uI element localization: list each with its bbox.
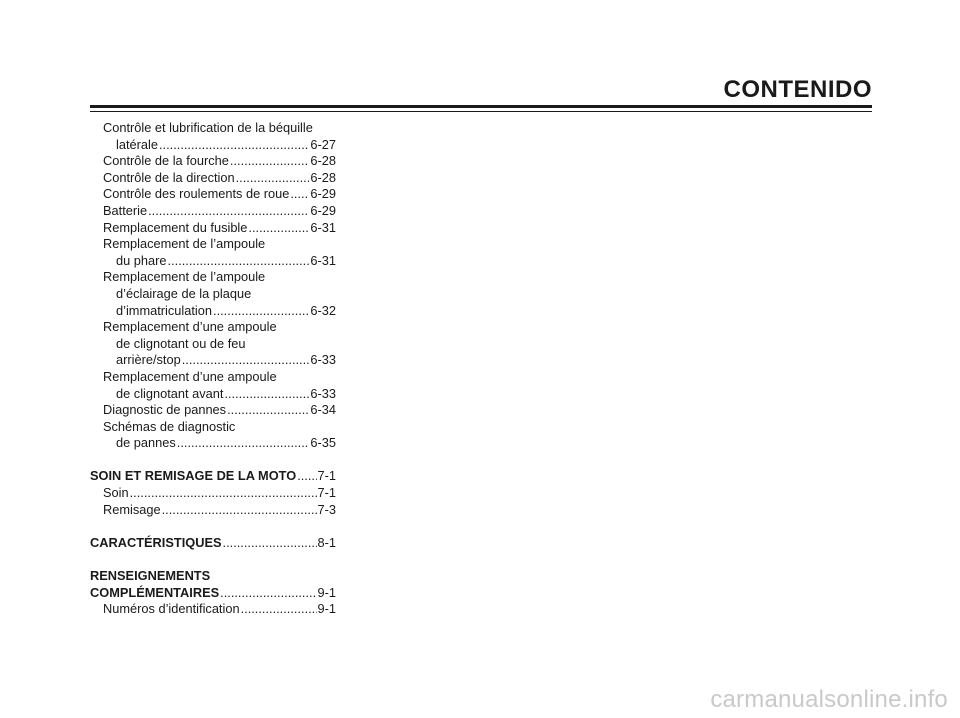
- toc-entry-title: Remplacement de l’ampoule: [103, 269, 266, 285]
- toc-entry-title: COMPLÉMENTAIRES: [90, 584, 220, 600]
- toc-entry-title: Remplacement d’une ampoule: [103, 319, 277, 335]
- toc-leader-dots: [248, 220, 309, 237]
- watermark: carmanualsonline.info: [710, 686, 948, 713]
- toc-leader-dots: [230, 153, 309, 170]
- toc-entry-page: 6-34: [310, 402, 336, 418]
- toc-leader-dots: [148, 203, 309, 220]
- toc-entry-title: SOIN ET REMISAGE DE LA MOTO: [90, 468, 297, 484]
- toc-entry[interactable]: [90, 319, 336, 336]
- toc-entry[interactable]: [90, 352, 336, 369]
- toc-entry-page: 8-1: [317, 534, 336, 550]
- toc-leader-dots: [168, 253, 310, 270]
- toc-entry[interactable]: [90, 286, 336, 303]
- toc-entry-page: 7-3: [317, 501, 336, 517]
- toc-leader-dots: [224, 386, 309, 403]
- toc-leader-dots: [223, 535, 317, 552]
- toc-leader-dots: [213, 303, 309, 320]
- page-title: CONTENIDO: [723, 76, 872, 103]
- toc-entry-title: Contrôle de la direction: [103, 169, 235, 185]
- toc-entry-title: Contrôle des roulements de roue: [103, 186, 290, 202]
- toc-entry-page: 6-29: [310, 202, 336, 218]
- toc-entry-title: Remplacement de l’ampoule: [103, 236, 266, 252]
- toc-entry-title: d’éclairage de la plaque: [116, 285, 252, 301]
- toc-entry[interactable]: [90, 535, 336, 552]
- toc-entry-page: 6-33: [310, 352, 336, 368]
- toc-leader-dots: [130, 485, 317, 502]
- toc-entry-page: 6-32: [310, 302, 336, 318]
- toc-entry[interactable]: [90, 468, 336, 485]
- toc-entry[interactable]: [90, 585, 336, 602]
- title-rule-thick: [90, 105, 872, 108]
- toc-entry-page: 9-1: [317, 601, 336, 617]
- toc-leader-dots: [162, 502, 317, 519]
- toc-leader-dots: [241, 601, 317, 618]
- toc-entry-title: Remisage: [103, 501, 161, 517]
- toc-entry-page: 6-33: [310, 385, 336, 401]
- toc-entry-title: Remplacement du fusible: [103, 219, 248, 235]
- toc-entry[interactable]: [90, 369, 336, 386]
- toc-entry-title: de clignotant ou de feu: [116, 335, 246, 351]
- toc-entry-title: CARACTÉRISTIQUES: [90, 534, 222, 550]
- toc-entry[interactable]: [90, 435, 336, 452]
- toc-entry[interactable]: [90, 153, 336, 170]
- toc-entry-page: 6-35: [310, 435, 336, 451]
- title-rule-thin: [90, 111, 872, 112]
- toc-entry-page: 6-28: [310, 169, 336, 185]
- toc-entry-title: Numéros d’identification: [103, 601, 240, 617]
- toc-entry-title: RENSEIGNEMENTS: [90, 568, 211, 584]
- toc-entry[interactable]: [90, 402, 336, 419]
- toc-leader-dots: [220, 585, 316, 602]
- toc-entry-page: 7-1: [317, 485, 336, 501]
- toc-entry-title: de clignotant avant: [116, 385, 224, 401]
- toc-entry[interactable]: [90, 236, 336, 253]
- toc-entry[interactable]: [90, 220, 336, 237]
- toc-leader-dots: [297, 468, 316, 485]
- toc-entry-page: 6-27: [310, 136, 336, 152]
- toc-spacer: [90, 452, 336, 469]
- toc-entry-page: 9-1: [317, 584, 336, 600]
- toc-entry-page: 6-28: [310, 153, 336, 169]
- toc-leader-dots: [290, 186, 309, 203]
- toc-leader-dots: [236, 170, 310, 187]
- toc-entry-title: Batterie: [103, 202, 148, 218]
- toc-entry[interactable]: [90, 601, 336, 618]
- toc-entry-title: Contrôle et lubrification de la béquille: [103, 120, 313, 135]
- toc-entry-title: Diagnostic de pannes: [103, 402, 227, 418]
- toc-entry[interactable]: [90, 485, 336, 502]
- toc-leader-dots: [227, 402, 309, 419]
- toc-entry[interactable]: [90, 419, 336, 436]
- toc-entry-title: de pannes: [116, 435, 176, 451]
- table-of-contents: [90, 120, 336, 618]
- toc-entry-title: Schémas de diagnostic: [103, 418, 236, 434]
- toc-leader-dots: [159, 137, 309, 154]
- toc-entry-title: latérale: [116, 136, 158, 152]
- toc-entry-title: arrière/stop: [116, 352, 181, 368]
- toc-entry-page: 6-31: [310, 252, 336, 268]
- toc-spacer: [90, 551, 336, 568]
- toc-entry[interactable]: [90, 269, 336, 286]
- toc-entry[interactable]: [90, 386, 336, 403]
- toc-entry-title: Contrôle de la fourche: [103, 153, 229, 169]
- toc-entry[interactable]: [90, 186, 336, 203]
- toc-entry-title: Remplacement d’une ampoule: [103, 368, 277, 384]
- toc-leader-dots: [177, 435, 310, 452]
- toc-entry-page: 6-29: [310, 186, 336, 202]
- toc-entry-page: 7-1: [317, 468, 336, 484]
- toc-entry[interactable]: [90, 568, 336, 585]
- toc-entry-title: du phare: [116, 252, 167, 268]
- toc-leader-dots: [182, 352, 310, 369]
- toc-entry[interactable]: [90, 253, 336, 270]
- toc-entry[interactable]: [90, 303, 336, 320]
- toc-entry-title: Soin: [103, 485, 129, 501]
- toc-entry[interactable]: [90, 203, 336, 220]
- toc-entry[interactable]: [90, 502, 336, 519]
- toc-entry[interactable]: [90, 336, 336, 353]
- toc-spacer: [90, 518, 336, 535]
- toc-entry-title: d’immatriculation: [116, 302, 213, 318]
- toc-entry[interactable]: [90, 170, 336, 187]
- toc-entry-page: 6-31: [310, 219, 336, 235]
- toc-entry[interactable]: [90, 120, 336, 137]
- toc-entry[interactable]: [90, 137, 336, 154]
